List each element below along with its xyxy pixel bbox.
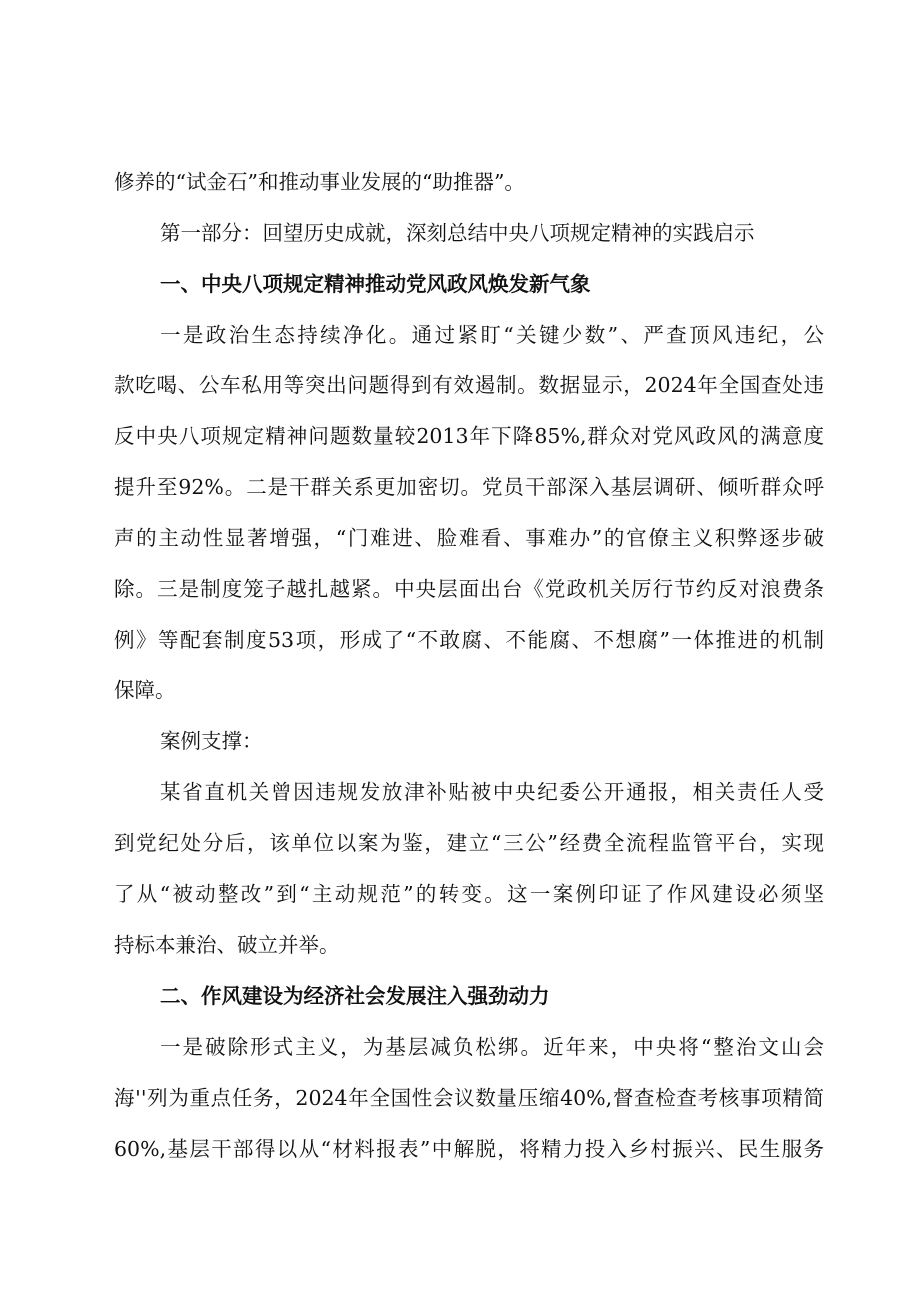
paragraph-line: 反中央八项规定精神问题数量较2013年下降85%,群众对党风政风的满意度 (114, 424, 824, 448)
paragraph-line: 了从“被动整改”到“主动规范”的转变。这一案例印证了作风建设必须坚 (114, 882, 824, 906)
paragraph-line: 提升至92%。二是干群关系更加密切。党员干部深入基层调研、倾听群众呼 (114, 475, 824, 499)
paragraph-line: 保障。 (114, 678, 176, 702)
paragraph-line: 海''列为重点任务，2024年全国性会议数量压缩40%,督查检查考核事项精简 (114, 1086, 824, 1110)
paragraph-line: 持标本兼治、破立并举。 (114, 933, 340, 957)
paragraph-line: 例》等配套制度53项，形成了“不敢腐、不能腐、不想腐”一体推进的机制 (114, 628, 824, 652)
paragraph-line: 款吃喝、公车私用等突出问题得到有效遏制。数据显示，2024年全国查处违 (114, 373, 824, 397)
section-intro-line: 第一部分：回望历史成就，深刻总结中央八项规定精神的实践启示 (160, 221, 755, 245)
paragraph-line: 到党纪处分后，该单位以案为鉴，建立“三公”经费全流程监管平台，实现 (114, 831, 824, 855)
paragraph-line: 除。三是制度笼子越扎越紧。中央层面出台《党政机关厉行节约反对浪费条 (114, 577, 824, 601)
paragraph-line: 一是破除形式主义，为基层减负松绑。近年来，中央将“整治文山会 (160, 1035, 824, 1059)
case-label: 案例支撑： (160, 729, 263, 753)
paragraph-line: 修养的“试金石”和推动事业发展的“助推器”。 (114, 170, 525, 194)
section-heading-1: 一、中央八项规定精神推动党风政风焕发新气象 (160, 272, 591, 296)
paragraph-line: 60%,基层干部得以从“材料报表”中解脱，将精力投入乡村振兴、民生服务 (114, 1137, 824, 1161)
paragraph-line: 声的主动性显著增强，“门难进、脸难看、事难办”的官僚主义积弊逐步破 (114, 526, 824, 550)
paragraph-line: 一是政治生态持续净化。通过紧盯“关键少数”、严查顶风违纪，公 (160, 323, 824, 347)
paragraph-line: 某省直机关曾因违规发放津补贴被中央纪委公开通报，相关责任人受 (160, 780, 824, 804)
section-heading-2: 二、作风建设为经济社会发展注入强劲动力 (160, 984, 550, 1008)
